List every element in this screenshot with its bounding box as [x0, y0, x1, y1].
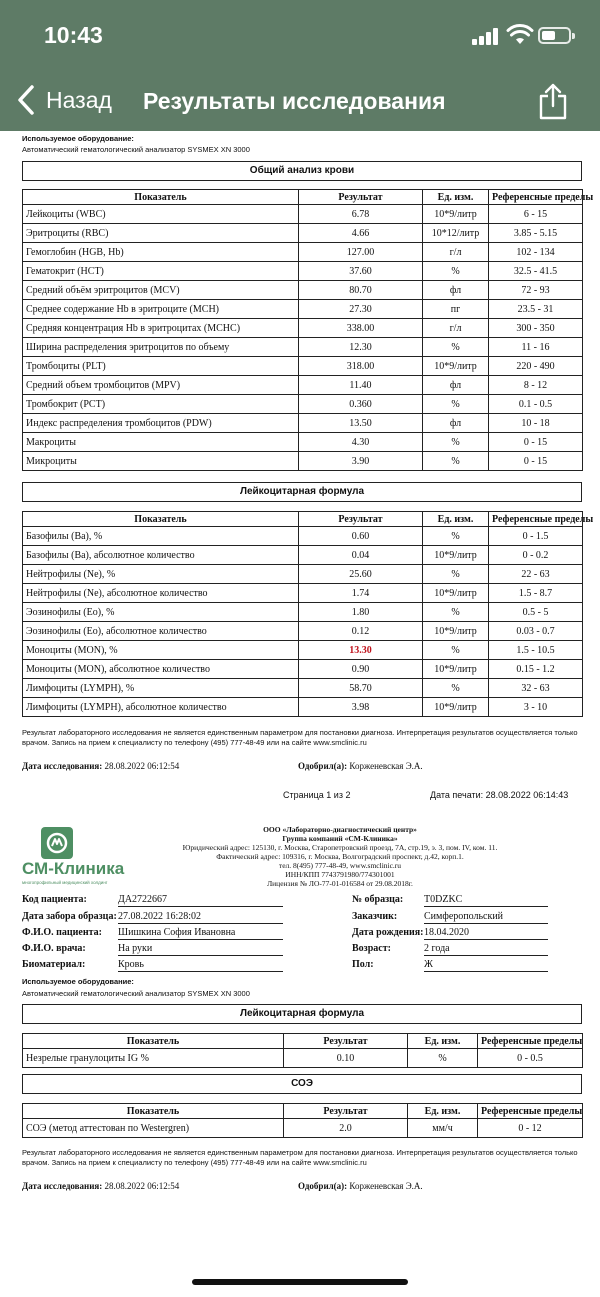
lab-legal-address: Юридический адрес: 125130, г. Москва, Старопетровский проезд, 7А, стр.19, э. 3, пом. IV, ком. 11. [182, 843, 498, 852]
sex-label: Пол: [352, 959, 374, 970]
param-name: Макроциты [23, 433, 299, 452]
back-label: Назад [46, 86, 112, 113]
unit-value: % [423, 527, 489, 546]
lab-contacts: тел. 8(495) 777-48-49, www.smclinic.ru [278, 861, 402, 870]
ref-value: 10 - 18 [489, 414, 583, 433]
table-row [23, 395, 583, 414]
unit-value: % [423, 433, 489, 452]
app-header [0, 0, 600, 131]
col-unit: Ед. изм. [408, 1034, 478, 1049]
lab-name: ООО «Лабораторно-диагностический центр» [263, 825, 417, 834]
param-name: Среднее содержание Hb в эритроците (MCH) [23, 300, 299, 319]
result-value: 13.30 [299, 641, 423, 660]
unit-value: фл [423, 281, 489, 300]
result-value: 13.50 [299, 414, 423, 433]
table-row [23, 546, 583, 565]
unit-value: 10*9/литр [423, 622, 489, 641]
ref-value: 23.5 - 31 [489, 300, 583, 319]
cbc-section-title: Общий анализ крови [22, 161, 582, 181]
sample-number-value: T0DZKC [424, 894, 548, 907]
table-row [23, 660, 583, 679]
doctor-label: Ф.И.О. врача: [22, 943, 86, 954]
col-ref: Референсные пределы [489, 190, 583, 205]
ref-value: 0 - 0.2 [489, 546, 583, 565]
customer-value: Симферопольский [424, 911, 548, 924]
param-name: Индекс распределения тромбоцитов (PDW) [23, 414, 299, 433]
table-row [23, 281, 583, 300]
table-row [23, 527, 583, 546]
param-name: Базофилы (Ba), абсолютное количество [23, 546, 299, 565]
param-name: Микроциты [23, 452, 299, 471]
table-row [23, 584, 583, 603]
age-label: Возраст: [352, 943, 391, 954]
page-number: Страница 1 из 2 [283, 790, 351, 800]
battery-icon [538, 27, 571, 44]
unit-value: пг [423, 300, 489, 319]
equipment-value: Автоматический гематологический анализатор SYSMEX XN 3000 [22, 145, 250, 154]
result-value: 2.0 [284, 1119, 408, 1138]
table-header-row [23, 512, 583, 527]
unit-value: г/л [423, 319, 489, 338]
param-name: Эозинофилы (Eo), абсолютное количество [23, 622, 299, 641]
table-row [23, 433, 583, 452]
print-date: Дата печати: 28.08.2022 06:14:43 [430, 790, 569, 800]
param-name: Моноциты (MON), абсолютное количество [23, 660, 299, 679]
ref-value: 0.03 - 0.7 [489, 622, 583, 641]
table-row [23, 338, 583, 357]
param-name: Базофилы (Ba), % [23, 527, 299, 546]
biomaterial-label: Биоматериал: [22, 959, 86, 970]
unit-value: мм/ч [408, 1119, 478, 1138]
table-row [23, 452, 583, 471]
result-value: 318.00 [299, 357, 423, 376]
col-unit: Ед. изм. [423, 190, 489, 205]
table-row [23, 376, 583, 395]
patient-name-label: Ф.И.О. пациента: [22, 927, 102, 938]
param-name: Тромбокрит (PCT) [23, 395, 299, 414]
approved-label: Одобрил(а): [298, 761, 348, 771]
param-name: Ширина распределения эритроцитов по объему [23, 338, 299, 357]
collect-date-value: 27.08.2022 16:28:02 [118, 911, 283, 924]
unit-value: % [423, 565, 489, 584]
result-value: 0.360 [299, 395, 423, 414]
result-value: 338.00 [299, 319, 423, 338]
unit-value: % [423, 395, 489, 414]
equipment-value-2: Автоматический гематологический анализатор SYSMEX XN 3000 [22, 989, 250, 998]
unit-value: % [423, 262, 489, 281]
disclaimer-text: Результат лабораторного исследования не является единственным параметром для постановки диагноза. Интерпретация результатов осуществляется только врачом. Запись на прием к специалисту по телефону (495) 777-48-49 или на сайте www.smclinic.ru [22, 728, 578, 747]
approved-label: Одобрил(а): [298, 1181, 348, 1191]
param-name: Моноциты (MON), % [23, 641, 299, 660]
col-unit: Ед. изм. [423, 512, 489, 527]
result-value: 1.80 [299, 603, 423, 622]
param-name: Эритроциты (RBC) [23, 224, 299, 243]
table-header-row [23, 1034, 583, 1049]
ref-value: 6 - 15 [489, 205, 583, 224]
cbc-table [22, 189, 594, 471]
study-date-row [22, 761, 179, 771]
patient-code-label: Код пациента: [22, 894, 87, 905]
patient-name-value: Шишкина София Ивановна [118, 927, 283, 940]
ref-value: 72 - 93 [489, 281, 583, 300]
study-date-value: 28.08.2022 06:12:54 [104, 1181, 180, 1191]
esr-table [22, 1103, 583, 1138]
esr-section-title: СОЭ [22, 1074, 582, 1094]
ref-value: 0.5 - 5 [489, 603, 583, 622]
result-value: 0.90 [299, 660, 423, 679]
table-row [23, 243, 583, 262]
result-value: 3.98 [299, 698, 423, 717]
table-header-row [23, 1104, 583, 1119]
disclaimer-text-2: Результат лабораторного исследования не является единственным параметром для постановки диагноза. Интерпретация результатов осуществляется только врачом. Запись на прием к специалисту по телефону (495) 777-48-49 или на сайте www.smclinic.ru [22, 1148, 578, 1167]
ref-value: 0 - 1.5 [489, 527, 583, 546]
status-time: 10:43 [44, 22, 103, 48]
result-value: 25.60 [299, 565, 423, 584]
study-date-label: Дата исследования: [22, 761, 103, 771]
back-button[interactable] [14, 80, 112, 120]
doctor-value: На руки [118, 943, 283, 956]
ref-value: 11 - 16 [489, 338, 583, 357]
birth-date-label: Дата рождения: [352, 927, 424, 938]
result-value: 4.66 [299, 224, 423, 243]
lab-license: Лицензия № ЛО-77-01-016584 от 29.08.2018г. [267, 879, 413, 888]
sm-clinic-logo-text: СМ-Клиника [22, 859, 125, 878]
param-name: Нейтрофилы (Ne), абсолютное количество [23, 584, 299, 603]
ig-section-title: Лейкоцитарная формула [22, 1004, 582, 1024]
result-value: 3.90 [299, 452, 423, 471]
unit-value: 10*9/литр [423, 698, 489, 717]
collect-date-label: Дата забора образца: [22, 911, 117, 922]
unit-value: 10*9/литр [423, 584, 489, 603]
sm-clinic-logo-icon [40, 826, 74, 860]
param-name: Лимфоциты (LYMPH), абсолютное количество [23, 698, 299, 717]
col-unit: Ед. изм. [408, 1104, 478, 1119]
unit-value: % [423, 641, 489, 660]
approved-row-2 [298, 1181, 423, 1191]
result-value: 12.30 [299, 338, 423, 357]
result-value: 1.74 [299, 584, 423, 603]
unit-value: % [408, 1049, 478, 1068]
lab-actual-address: Фактический адрес: 109316, г. Москва, Волгоградский проспект, д.42, корп.1. [216, 852, 464, 861]
age-value: 2 года [424, 943, 548, 956]
unit-value: г/л [423, 243, 489, 262]
result-value: 4.30 [299, 433, 423, 452]
ref-value: 8 - 12 [489, 376, 583, 395]
result-value: 0.60 [299, 527, 423, 546]
col-result: Результат [284, 1034, 408, 1049]
unit-value: 10*12/литр [423, 224, 489, 243]
result-value: 0.10 [284, 1049, 408, 1068]
col-result: Результат [299, 190, 423, 205]
param-name: Средний объем тромбоцитов (MPV) [23, 376, 299, 395]
ref-value: 3 - 10 [489, 698, 583, 717]
lab-info [120, 825, 560, 888]
equipment-label: Используемое оборудование: [22, 134, 134, 143]
leuko-table [22, 511, 594, 717]
col-ref: Референсные пределы [489, 512, 583, 527]
share-button[interactable] [536, 82, 570, 120]
ref-value: 0.1 - 0.5 [489, 395, 583, 414]
sex-value: Ж [424, 959, 548, 972]
param-name: Гематокрит (HCT) [23, 262, 299, 281]
unit-value: фл [423, 414, 489, 433]
table-row [23, 1119, 583, 1138]
unit-value: фл [423, 376, 489, 395]
unit-value: % [423, 452, 489, 471]
ref-value: 22 - 63 [489, 565, 583, 584]
result-value: 37.60 [299, 262, 423, 281]
col-param: Показатель [23, 1034, 284, 1049]
unit-value: 10*9/литр [423, 546, 489, 565]
table-row [23, 319, 583, 338]
unit-value: 10*9/литр [423, 205, 489, 224]
ref-value: 1.5 - 8.7 [489, 584, 583, 603]
unit-value: 10*9/литр [423, 660, 489, 679]
table-row [23, 622, 583, 641]
ref-value: 32 - 63 [489, 679, 583, 698]
col-ref: Референсные пределы [478, 1034, 583, 1049]
result-value: 6.78 [299, 205, 423, 224]
wifi-icon [507, 25, 533, 45]
col-ref: Референсные пределы [478, 1104, 583, 1119]
table-row [23, 1049, 583, 1068]
lab-group: Группа компаний «СМ-Клиника» [282, 834, 398, 843]
study-date-row-2 [22, 1181, 179, 1191]
param-name: Незрелые гранулоциты IG % [23, 1049, 284, 1068]
table-row [23, 641, 583, 660]
unit-value: % [423, 679, 489, 698]
chevron-left-icon [14, 83, 40, 117]
status-bar [0, 0, 600, 70]
param-name: Лимфоциты (LYMPH), % [23, 679, 299, 698]
table-row [23, 414, 583, 433]
approved-value: Корженевская Э.А. [349, 1181, 423, 1191]
param-name: Лейкоциты (WBC) [23, 205, 299, 224]
col-param: Показатель [23, 512, 299, 527]
param-name: Эозинофилы (Eo), % [23, 603, 299, 622]
ref-value: 3.85 - 5.15 [489, 224, 583, 243]
param-name: Нейтрофилы (Ne), % [23, 565, 299, 584]
result-value: 11.40 [299, 376, 423, 395]
ref-value: 102 - 134 [489, 243, 583, 262]
birth-date-value: 18.04.2020 [424, 927, 548, 940]
table-row [23, 603, 583, 622]
result-value: 0.04 [299, 546, 423, 565]
unit-value: % [423, 603, 489, 622]
table-row [23, 565, 583, 584]
lab-inn: ИНН/КПП 7743791980/774301001 [285, 870, 395, 879]
col-param: Показатель [23, 190, 299, 205]
sm-clinic-logo-subtitle: многопрофильный медицинский холдинг [22, 880, 108, 885]
col-result: Результат [284, 1104, 408, 1119]
customer-label: Заказчик: [352, 911, 398, 922]
col-result: Результат [299, 512, 423, 527]
leuko-section-title: Лейкоцитарная формула [22, 482, 582, 502]
ref-value: 32.5 - 41.5 [489, 262, 583, 281]
result-value: 0.12 [299, 622, 423, 641]
param-name: Тромбоциты (PLT) [23, 357, 299, 376]
cellular-signal-icon [472, 28, 500, 45]
ig-table [22, 1033, 583, 1068]
sample-number-label: № образца: [352, 894, 404, 905]
equipment-label-2: Используемое оборудование: [22, 977, 134, 986]
ref-value: 0 - 0.5 [478, 1049, 583, 1068]
result-value: 27.30 [299, 300, 423, 319]
unit-value: 10*9/литр [423, 357, 489, 376]
ref-value: 0 - 15 [489, 452, 583, 471]
table-row [23, 698, 583, 717]
page-title: Результаты исследования [143, 88, 446, 114]
result-value: 58.70 [299, 679, 423, 698]
table-row [23, 224, 583, 243]
param-name: СОЭ (метод аттестован по Westergren) [23, 1119, 284, 1138]
nav-bar [0, 72, 600, 130]
ref-value: 0.15 - 1.2 [489, 660, 583, 679]
table-row [23, 357, 583, 376]
ref-value: 0 - 15 [489, 433, 583, 452]
table-row [23, 205, 583, 224]
table-row [23, 300, 583, 319]
param-name: Средний объём эритроцитов (MCV) [23, 281, 299, 300]
patient-code-value: ДА2722667 [118, 894, 283, 907]
result-value: 80.70 [299, 281, 423, 300]
result-value: 127.00 [299, 243, 423, 262]
table-row [23, 679, 583, 698]
approved-value: Корженевская Э.А. [349, 761, 423, 771]
ref-value: 300 - 350 [489, 319, 583, 338]
table-row [23, 262, 583, 281]
ref-value: 1.5 - 10.5 [489, 641, 583, 660]
param-name: Гемоглобин (HGB, Hb) [23, 243, 299, 262]
ref-value: 220 - 490 [489, 357, 583, 376]
param-name: Средняя концентрация Hb в эритроцитах (MCHC) [23, 319, 299, 338]
study-date-label: Дата исследования: [22, 1181, 103, 1191]
col-param: Показатель [23, 1104, 284, 1119]
table-header-row [23, 190, 583, 205]
ref-value: 0 - 12 [478, 1119, 583, 1138]
biomaterial-value: Кровь [118, 959, 283, 972]
unit-value: % [423, 338, 489, 357]
study-date-value: 28.08.2022 06:12:54 [104, 761, 180, 771]
home-indicator[interactable] [192, 1279, 408, 1285]
approved-row [298, 761, 423, 771]
